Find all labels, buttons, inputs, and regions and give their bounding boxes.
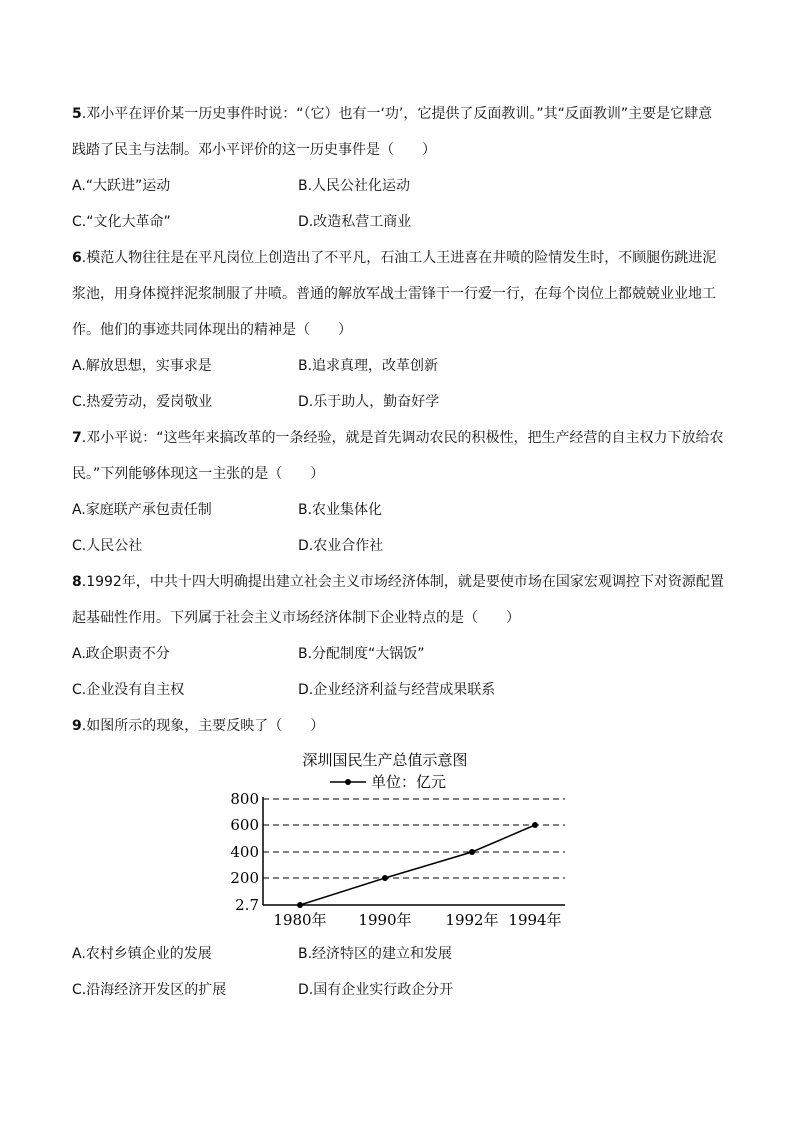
question-text: .邓小平说：“这些年来搞改革的一条经验，就是首先调动农民的积极性，把生产经营的自主权力下放给农	[81, 430, 724, 446]
option-b: B.追求真理，改革创新	[298, 358, 439, 374]
question-number: 5	[72, 106, 82, 122]
question-5-line-2: 践踏了民主与法制。邓小平评价的这一历史事件是（ ）	[72, 142, 436, 158]
gdp-line-chart	[225, 745, 575, 935]
option-c: C.企业没有自主权	[72, 682, 185, 698]
legend-label: 单位：亿元	[371, 773, 447, 791]
y-tick-label: 400	[230, 843, 259, 861]
option-a: A.“大跃进”运动	[72, 178, 171, 194]
y-tick-label: 800	[230, 790, 259, 808]
option-d: D.农业合作社	[298, 538, 384, 554]
option-a: A.家庭联产承包责任制	[72, 502, 212, 518]
question-7-line-2: 民。”下列能够体现这一主张的是（ ）	[72, 466, 325, 482]
option-b: B.农业集体化	[298, 502, 383, 518]
option-c: C.“文化大革命”	[72, 214, 171, 230]
option-d: D.国有企业实行政企分开	[298, 982, 454, 998]
x-tick-label: 1992年	[445, 911, 499, 929]
option-b: B.分配制度“大锅饭”	[298, 646, 425, 662]
question-number: 6	[72, 250, 82, 266]
question-number: 8	[72, 574, 82, 590]
chart-grid	[263, 799, 565, 878]
question-6-line-2: 浆池，用身体搅拌泥浆制服了井喷。普通的解放军战士雷锋干一行爱一行，在每个岗位上都兢兢业业地工	[72, 286, 716, 302]
y-tick-label: 600	[230, 816, 259, 834]
option-b: B.人民公社化运动	[298, 178, 411, 194]
chart-title: 深圳国民生产总值示意图	[302, 751, 468, 769]
data-point	[532, 822, 538, 828]
option-d: D.改造私营工商业	[298, 214, 412, 230]
question-6-line-1	[72, 248, 716, 268]
question-text: .如图所示的现象，主要反映了（ ）	[81, 718, 325, 734]
legend-marker	[345, 779, 351, 785]
question-6-line-3: 作。他们的事迹共同体现出的精神是（ ）	[72, 322, 352, 338]
question-8-line-2: 起基础性作用。下列属于社会主义市场经济体制下企业特点的是（ ）	[72, 610, 520, 626]
option-a: A.政企职责不分	[72, 646, 170, 662]
question-9-line-1	[72, 716, 324, 736]
option-c: C.热爱劳动，爱岗敬业	[72, 394, 213, 410]
x-tick-label: 1980年	[273, 911, 327, 929]
option-b: B.经济特区的建立和发展	[298, 946, 453, 962]
data-point	[297, 902, 303, 908]
question-number: 9	[72, 718, 82, 734]
y-tick-label: 200	[230, 869, 259, 887]
option-c: C.人民公社	[72, 538, 143, 554]
y-axis-ticks	[230, 790, 259, 914]
question-text: .模范人物往往是在平凡岗位上创造出了不平凡，石油工人王进喜在井喷的险情发生时，不顾腿伤跳进泥	[81, 250, 717, 266]
x-tick-label: 1994年	[508, 911, 562, 929]
question-7-line-1	[72, 428, 723, 448]
question-text: .邓小平在评价某一历史事件时说：“（它）也有一‘功’，它提供了反面教训。”其“反面教训”主要是它肆意	[81, 106, 713, 122]
question-5-line-1	[72, 104, 712, 124]
option-a: A.解放思想，实事求是	[72, 358, 212, 374]
question-number: 7	[72, 430, 82, 446]
option-d: D.企业经济利益与经营成果联系	[298, 682, 496, 698]
x-tick-label: 1990年	[358, 911, 412, 929]
x-axis-ticks	[273, 911, 561, 929]
option-a: A.农村乡镇企业的发展	[72, 946, 212, 962]
series-line	[300, 825, 535, 905]
data-point	[469, 849, 475, 855]
option-c: C.沿海经济开发区的扩展	[72, 982, 227, 998]
data-point	[382, 875, 388, 881]
y-tick-label: 2.7	[235, 896, 259, 914]
option-d: D.乐于助人，勤奋好学	[298, 394, 440, 410]
question-8-line-1	[72, 572, 724, 592]
question-text: .1992年，中共十四大明确提出建立社会主义市场经济体制，就是要使市场在国家宏观调控下对资源配置	[81, 574, 724, 590]
